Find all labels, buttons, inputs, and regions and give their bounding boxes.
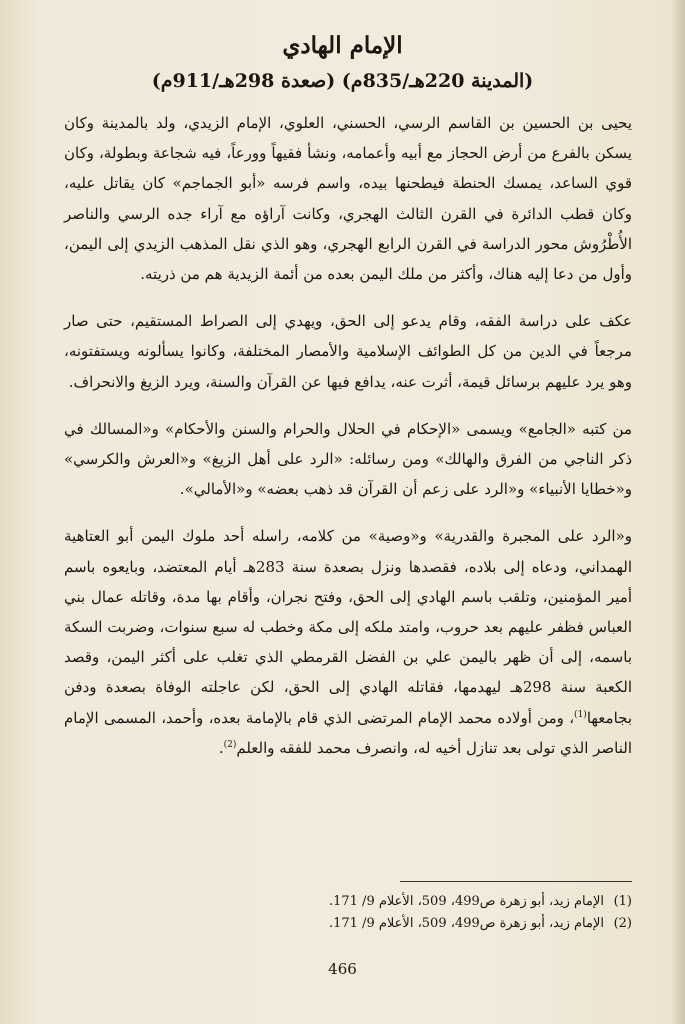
footnote-ref-1: (1)	[574, 709, 587, 720]
footnote-text: الإمام زيد، أبو زهرة ص499، 509، الأعلام 9/ 171.	[328, 916, 604, 931]
paragraph-4: و«الرد على المجبرة والقدرية» و«وصية» من كلامه، راسله أحد ملوك اليمن أبو العتاهية الهمداني، ودعاه إلى بلاده، فقصدها ونزل بصعدة سنة 283هـ أيام المعتضد، وبايعوه باسم أمير المؤمنين، وتلقب باسم الهادي إلى الحق، وفتح نجران، وأقام بها مدة، وقاتله عمال بني العباس فظفر عليهم بعد حروب، وامتد ملكه إلى مكة وخطب له سبع سنوات، وضربت السكة باسمه، إلى أن ظهر باليمن علي بن الفضل القرمطي الذي تغلب على أكثر اليمن، وقصد الكعبة سنة 298هـ ليهدمها، فقاتله الهادي إلى الحق، لكن عاجلته الوفاة بصعدة ودفن بجامعها$^{(1)}$، ومن أولاده محمد الإمام المرتضى الذي قام بالإمامة بعده، وأحمد، المسمى الإمام الناصر الذي تولى بعد تنازل أخيه له، وانصرف محمد للفقه والعلم$^{(2)}$.	[64, 527, 633, 757]
paragraph-4-text: و«الرد على المجبرة والقدرية» و«وصية» من كلامه، راسله أحد ملوك اليمن أبو العتاهية الهمداني، ودعاه إلى بلاده، فقصدها ونزل بصعدة سنة 283هـ أيام المعتضد، وبايعوه باسم أمير المؤمنين، وتلقب باسم الهادي إلى الحق، وفتح نجران، وأقام بها مدة، وقاتله عمال بني العباس فظفر عليهم بعد حروب، وامتد ملكه إلى مكة وخطب له سبع سنوات، وضربت السكة باسمه، إلى أن ظهر باليمن علي بن الفضل القرمطي الذي تغلب على أكثر اليمن، وقصد الكعبة سنة 298هـ ليهدمها، فقاتله الهادي إلى الحق، لكن عاجلته الوفاة بصعدة ودفن بجامعها	[64, 527, 633, 727]
footnote-divider	[400, 881, 632, 882]
page-number: 466	[328, 960, 357, 978]
footnote-number: (2)	[613, 916, 632, 931]
footnote-2	[240, 913, 632, 935]
footnote-ref-2: (2)	[223, 739, 237, 750]
footnote-number: (1)	[613, 894, 632, 909]
paragraph-4-continuation: ، ومن أولاده محمد الإمام المرتضى الذي قام بالإمامة بعده، وأحمد، المسمى الإمام الناصر الذي تولى بعد تنازل أخيه له، وانصرف محمد للفقه والعلم	[64, 708, 632, 757]
page-edge-shadow	[671, 0, 685, 1024]
paragraph-2: عكف على دراسة الفقه، وقام يدعو إلى الحق، ويهدي إلى الصراط المستقيم، حتى صار مرجعاً في الدين من كل الطوائف الإسلامية والأمصار المختلفة، وكانوا يسألونه ويستفتونه، وهو يرد عليهم برسائل قيمة، أثرت عنه، يدافع فيها عن القرآن والسنة، ويرد الزيغ والانحراف.	[64, 312, 632, 391]
body-text	[64, 108, 632, 780]
page-title: الإمام الهادي	[282, 32, 403, 59]
paragraph-3: من كتبه «الجامع» ويسمى «الإحكام في الحلال والحرام والسنن والأحكام» و«المسالك في ذكر الناجي من الفرق والهالك» ومن رسائله: «الرد على أهل الزيغ» و«العرش والكرسي» و«خطايا الأنبياء» و«الرد على زعم أن القرآن قد ذهب بعضه» و«الأمالي».	[64, 419, 633, 499]
paragraph-1: يحيى بن الحسين بن القاسم الرسي، الحسني، العلوي، الإمام الزيدي، ولد بالمدينة وكان يسكن بالفرع من أرض الحجاز مع أبيه وأعمامه، ونشأ فقيهاً وورعاً، فيه شجاعة وبطولة، وكان قوي الساعد، يمسك الحنطة فيطحنها بيده، واسم فرسه «أبو الجماجم» كان يقاتل عليه، وكان قطب الدائرة في القرن الثالث الهجري، وكانت آراؤه مع آراء جده الرسي والناصر الأُطْرُوش محور الدراسة في القرن الرابع الهجري، وهو الذي نقل المذهب الزيدي إلى اليمن، وأول من دعا إليه هناك، وأكثر من ملك اليمن بعده من أئمة الزيدية هم من ذريته.	[64, 114, 632, 284]
footnote-text: الإمام زيد، أبو زهرة ص499، 509، الأعلام 9/ 171.	[328, 894, 604, 909]
page-subtitle: (المدينة 220هـ/835م) (صعدة 298هـ/911م)	[151, 70, 534, 92]
footnote-1	[240, 891, 632, 913]
footnotes	[240, 891, 632, 935]
